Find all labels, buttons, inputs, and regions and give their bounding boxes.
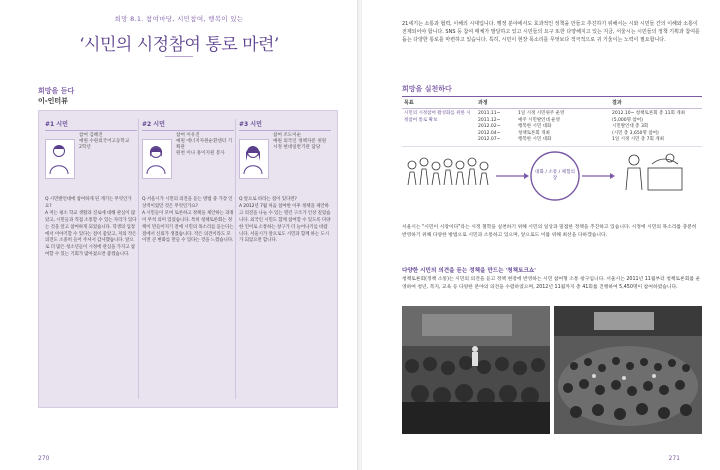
- page-title: ‘시민의 시정참여 통로 마련’: [79, 35, 279, 55]
- page-number: 271: [668, 455, 680, 462]
- table-cell: 2012.10~ 청책토론회 총 11회 개최 (5,000명 참여) 시민발언대 총 3회 (시민 총 3,650명 참여) 1일 시정 시민 총 7회 개최: [610, 109, 702, 147]
- chapter-kicker: 희망 8.1. 참여마당, 시민참여, 행복이 있는: [114, 15, 244, 23]
- participation-diagram: [402, 140, 702, 220]
- table-header: [516, 97, 610, 109]
- left-page: [0, 0, 358, 470]
- plan-table: [402, 96, 702, 147]
- interview-text: Q 시민발언대에 참여하게 된 계기는 무엇인가요? A 저는 평소 학교 생활과 진로에 대해 관심이 많았고, 시민들과 직접 소통할 수 있는 자리가 있다는 것을 알고 참여하게 되었습니다. 학생의 입장에서 이야기할 수 있다는 점이 좋았고, 저의 작은 의견도 소중히 들어 주셔서 감사했습니다. 앞으로 더 많은 청소년들이 시정에 관심을 가지고 참여할 수 있는 기회가 많아졌으면 좋겠습니다.: [45, 197, 137, 258]
- column-divider: [235, 119, 236, 399]
- body-paragraph: 서울시는 "시민이 시장이다"라는 시정 철학을 실천하기 위해 시민의 일상과 밀접한 정책을 추진하고 있습니다. 시정에 시민의 목소리를 충분히 반영하기 위해 다양한 방법으로 시민과 소통하고 있으며, 앞으로도 이를 위해 최선을 다하겠습니다.: [402, 225, 697, 238]
- interview-column-1: [45, 119, 137, 259]
- interviewee-tag: #2 시민: [142, 119, 234, 131]
- table-header: 결과: [610, 97, 702, 109]
- section-label: 희망을 듣다: [38, 87, 75, 95]
- intro-paragraph: 21세기는 소통과 협력, 이해의 시대입니다. 행정 분야에서도 효과적인 정책을 만들고 추진하기 위해서는 시와 시민들 간의 이해와 소통이 전제되어야 합니다. SNS 등 참여 매체가 발달하고 있고 시민들의 요구 또한 다양해지고 있는 지금, 서울시는 시민들의 정책 기획과 참여를 돕는 다양한 통로를 마련하고 있습니다. 특히, 시민이 현장 목소리를 무엇보다 적극적으로 귀 기울이는 노력이 필요합니다.: [402, 21, 700, 43]
- event-photo-left: [402, 306, 550, 434]
- table-header: 과정: [476, 97, 516, 109]
- table-cell: 시민의 시정참여 활성화를 위한 시정참여 통로 확보: [402, 109, 476, 147]
- city-official-illustration: [626, 154, 682, 190]
- table-header: 목표: [402, 97, 476, 109]
- interviewee-profile: 참여 이유진 예원 에너지자원순환센터 기획관 원천 이나 홍이지원 봉사: [176, 133, 233, 156]
- column-divider: [138, 119, 139, 399]
- table-cell: 2011.11~ 2011.12~ 2012.02~ 2012.04~ 2012.07~: [476, 109, 516, 147]
- citizens-illustration: [408, 158, 488, 185]
- right-page: [362, 0, 720, 470]
- portrait-icon: [45, 139, 75, 179]
- interview-text: Q 앞으로 바라는 점이 있다면? A 2012년 7월 처음 참여한 이후 정책을 제안하고 의견을 나눌 수 있는 열린 구조가 인상 깊었습니다. 외국인 시민도 함께 참여할 수 있도록 다양한 언어로 소통하는 창구가 더 늘어나기를 바랍니다. 서울시가 앞으로도 시민과 함께 하는 도시가 되었으면 합니다.: [239, 197, 331, 244]
- event-photo-right: [554, 306, 702, 434]
- portrait-icon: [239, 139, 269, 179]
- interview-text: Q 서울시가 시민의 의견을 듣는 방법 중 가장 인상적이었던 것은 무엇인가요? A 시민들이 모여 토론하고 정책을 제안하는 과정이 무척 의미 있었습니다. 특히 청책토론회는 정책이 만들어지기 전에 시민의 목소리를 듣는다는 점에서 신뢰가 생겼습니다. 작은 의견이라도 모이면 큰 변화를 만들 수 있다는 것을 느꼈습니다.: [142, 197, 234, 244]
- interviewee-tag: #1 시민: [45, 119, 137, 131]
- portrait-icon: [142, 139, 172, 179]
- title-divider: [165, 56, 193, 57]
- table-cell: 1일 시정 시민위주 운영 예주 시민발언대 운영 행복한 시민 대화 청책토론회 개최 행복한 시민 대화: [516, 109, 610, 147]
- section-title: 이-인터뷰: [38, 97, 68, 105]
- interviewee-profile: 참여 김혜진 예원 수원외국어고등학교 2학년: [79, 133, 130, 150]
- section-heading: 희망을 실천하다: [402, 85, 452, 93]
- interview-box: [38, 110, 338, 408]
- body-paragraph: 청책토론회(정책 소통)는 시민의 의견을 듣고 정책 현장에 반영하는 시민 참여형 소통 창구입니다. 서울시는 2011년 11월부터 청책토론회를 운영하여 청년, 복지, 교육 등 다양한 분야의 의견을 수렴하였으며, 2012년 11월까지 총 41회를 진행하여 5,450명이 참여하였습니다.: [402, 277, 701, 290]
- page-number: 270: [38, 455, 50, 462]
- subsection-heading: 다양한 시민의 의견을 듣는 정책을 만드는 '청책토크쇼': [402, 268, 536, 274]
- interview-column-3: [239, 119, 331, 245]
- interviewee-tag: #3 시민: [239, 119, 331, 131]
- interview-column-2: [142, 119, 234, 245]
- interviewee-profile: 참여 조도이순 예원 외국인 정책자문 위원 시정 현대일반기관 담당: [273, 133, 327, 150]
- diagram-center-label: 대화 / 소통 / 체험의 장: [535, 170, 575, 181]
